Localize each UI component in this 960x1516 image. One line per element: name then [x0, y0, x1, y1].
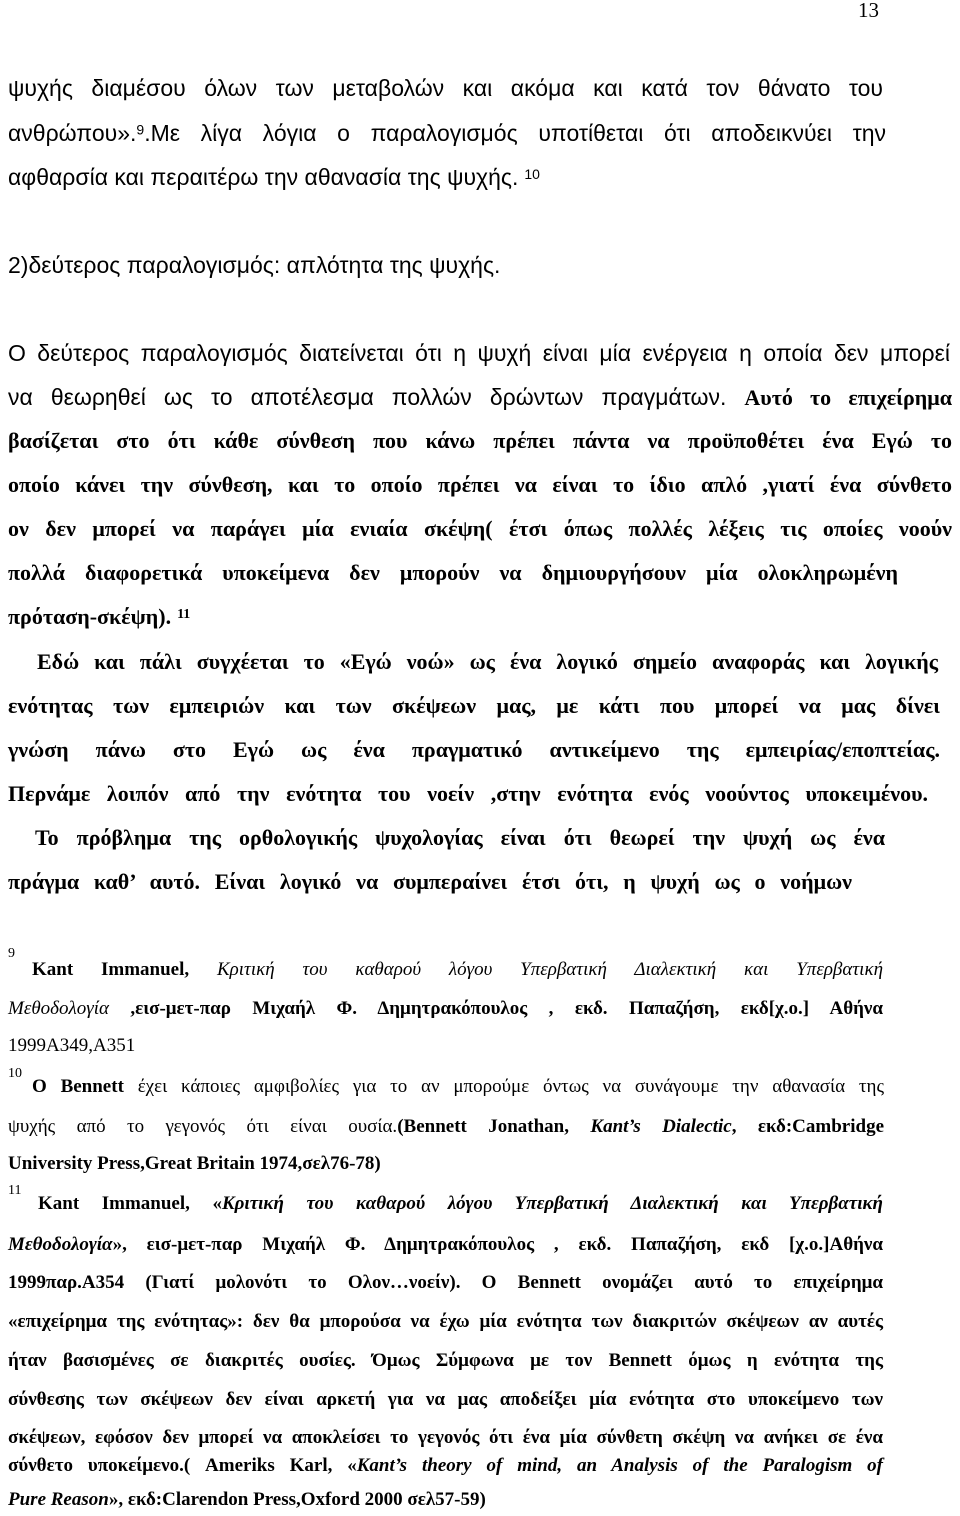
body-text: αφθαρσία και περαιτέρω την αθανασία της ψυχής.: [8, 164, 519, 190]
body-line: [8, 426, 952, 456]
footnote-text: », εισ-μετ-παρ Μιχαήλ Φ. Δημητρακόπουλος , εκδ. Παπαζήση, εκδ [χ.ο.]Αθήνα: [112, 1234, 883, 1255]
footnote-title: Kant’s theory of mind, an Analysis of the Paralogism of: [356, 1455, 884, 1476]
footnote-line: [32, 1073, 884, 1101]
body-line: [8, 382, 952, 412]
footnote-line: [8, 1231, 883, 1259]
footnote-line: [8, 1150, 381, 1178]
footnote-text: University Press,Great Britain 1974,σελ76-78): [8, 1153, 381, 1174]
body-line: [8, 118, 886, 148]
footnote-reference: 9: [136, 121, 145, 138]
body-line: [8, 162, 540, 192]
footnote-title: Kant’s Dialectic: [590, 1116, 732, 1137]
footnote-marker: 9: [8, 946, 15, 961]
footnote-line: [38, 1190, 883, 1218]
footnote-text: σύνθετο υποκείμενο.( Ameriks Karl, «: [8, 1455, 357, 1476]
body-line: [8, 602, 190, 632]
body-line: [8, 470, 952, 500]
footnote-text: ήταν βασισμένες σε διακριτές ουσίες. Όμως Σύμφωνα με τον Bennett όμως η ενότητα της: [8, 1350, 883, 1371]
footnote-author: Kant Immanuel, «: [38, 1193, 222, 1214]
body-text-bold: πρόταση-σκέψη).: [8, 604, 172, 629]
body-text-bold: Περνάμε λοιπόν από την ενότητα του νοείν ,στην ενότητα ενός νοούντος υποκειμένου.: [8, 781, 928, 806]
body-line: [8, 779, 928, 809]
footnote-title: Μεθοδολογία: [8, 1234, 113, 1255]
body-line: [37, 647, 938, 677]
body-text-bold: Το πρόβλημα της ορθολογικής ψυχολογίας είναι ότι θεωρεί την ψυχή ως ένα: [35, 825, 885, 850]
footnote-line: [8, 995, 883, 1023]
footnote-line: [8, 1308, 883, 1336]
body-line: [8, 691, 940, 721]
footnote-line: [8, 1452, 883, 1480]
footnote-text: ψυχής από το γεγονός ότι είναι ουσία.: [8, 1116, 398, 1137]
body-text-bold: ενότητας των εμπειριών και των σκέψεων μας, με κάτι που μπορεί να μας δίνει: [8, 693, 940, 718]
footnote-line: [8, 1386, 883, 1414]
footnote-title: Μεθοδολογία: [8, 998, 109, 1019]
footnote-text: σύνθεσης των σκέψεων δεν είναι αρκετή για να μας αποδείξει μία ενότητα στο υποκείμενο των: [8, 1389, 883, 1410]
footnote-marker: 11: [8, 1183, 22, 1198]
body-text-bold: γνώση πάνω στο Εγώ ως ένα πραγματικό αντικείμενο της εμπειρίας/εποπτείας.: [8, 737, 940, 762]
footnote-text: Ο Bennett: [32, 1076, 124, 1097]
footnote-line: [8, 1424, 883, 1452]
footnote-reference: 11: [177, 606, 191, 622]
body-text: ανθρώπου».: [8, 120, 137, 146]
footnote-line: [8, 1269, 883, 1297]
footnote-title: Pure Reason: [8, 1489, 109, 1510]
body-text: .Με λίγα λόγια ο παραλογισμός υποτίθεται ότι αποδεικνύει την: [144, 120, 886, 146]
body-line: [8, 514, 952, 544]
footnote-reference: 10: [524, 165, 540, 182]
body-text-bold: πολλά διαφορετικά υποκείμενα δεν μπορούν να δημιουργήσουν μία ολοκληρωμένη: [8, 560, 898, 585]
body-text: να θεωρηθεί ως το αποτέλεσμα πολλών δρώντων πραγμάτων.: [8, 384, 745, 410]
footnote-text: ,εισ-μετ-παρ Μιχαήλ Φ. Δημητρακόπουλος , εκδ. Παπαζήση, εκδ[χ.ο.] Αθήνα: [108, 998, 883, 1019]
body-line: [8, 867, 852, 897]
footnote-text: «επιχείρημα της ενότητας»: δεν θα μπορούσα να έχω μία ενότητα των διακριτών σκέψεων αν αυτές: [8, 1311, 883, 1332]
heading-text: 2)δεύτερος παραλογισμός: απλότητα της ψυχής.: [8, 252, 501, 278]
body-text-bold: Αυτό το επιχείρημα: [744, 385, 952, 410]
footnote-line: [8, 1113, 884, 1141]
body-text-bold: βασίζεται στο ότι κάθε σύνθεση που κάνω πρέπει πάντα να προϋποθέτει ένα Εγώ το: [8, 428, 952, 453]
footnote-title: Κριτική του καθαρού λόγου Υπερβατική Διαλεκτική και Υπερβατική: [221, 1193, 883, 1214]
body-text-bold: ον δεν μπορεί να παράγει μία ενιαία σκέψη( έτσι όπως πολλές λέξεις τις οποίες νοούν: [8, 516, 952, 541]
body-text-bold: οποίο κάνει την σύνθεση, και το οποίο πρέπει να είναι το ίδιο απλό ,γιατί ένα σύνθετο: [8, 472, 952, 497]
footnote-line: [8, 1347, 883, 1375]
footnote-text: 1999Α349,Α351: [8, 1035, 136, 1056]
page-number: 13: [858, 0, 879, 22]
body-text: ψυχής διαμέσου όλων των μεταβολών και ακόμα και κατά τον θάνατο του: [8, 75, 883, 101]
body-line: [8, 338, 950, 368]
footnote-line: [8, 1486, 486, 1514]
footnote-marker: 10: [8, 1066, 22, 1081]
footnote-line: [8, 1032, 135, 1060]
footnote-text: (Bennett Jonathan,: [397, 1116, 591, 1137]
body-line: [8, 735, 940, 765]
body-line: [8, 73, 883, 103]
footnote-author: Kant Immanuel,: [32, 959, 217, 980]
body-text: Ο δεύτερος παραλογισμός διατείνεται ότι η ψυχή είναι μία ενέργεια η οποία δεν μπορεί: [8, 340, 950, 366]
footnote-title: Κριτική του καθαρού λόγου Υπερβατική Διαλεκτική και Υπερβατική: [216, 959, 883, 980]
body-text-bold: Εδώ και πάλι συγχέεται το «Εγώ νοώ» ως ένα λογικό σημείο αναφοράς και λογικής: [37, 649, 938, 674]
footnote-text: », εκδ:Clarendon Press,Oxford 2000 σελ57-59): [108, 1489, 486, 1510]
footnote-line: [32, 956, 883, 984]
footnote-text: σκέψεων, εφόσον δεν μπορεί να αποκλείσει το γεγονός ότι ένα μία σύνθετη σκέψη να ανήκει σε ένα: [8, 1427, 883, 1448]
section-heading: [8, 250, 500, 280]
body-line: [35, 823, 885, 853]
footnote-text: 1999παρ.Α354 (Γιατί μολονότι το Ολον…νοείν). Ο Bennett ονομάζει αυτό το επιχείρημα: [8, 1272, 883, 1293]
footnote-text: , εκδ:Cambridge: [731, 1116, 885, 1137]
body-line: [8, 558, 898, 588]
body-text-bold: πράγμα καθ’ αυτό. Είναι λογικό να συμπεραίνει έτσι ότι, η ψυχή ως ο νοήμων: [8, 869, 852, 894]
footnote-text: έχει κάποιες αμφιβολίες για το αν μπορούμε όντως να συνάγουμε την αθανασία της: [123, 1076, 884, 1097]
